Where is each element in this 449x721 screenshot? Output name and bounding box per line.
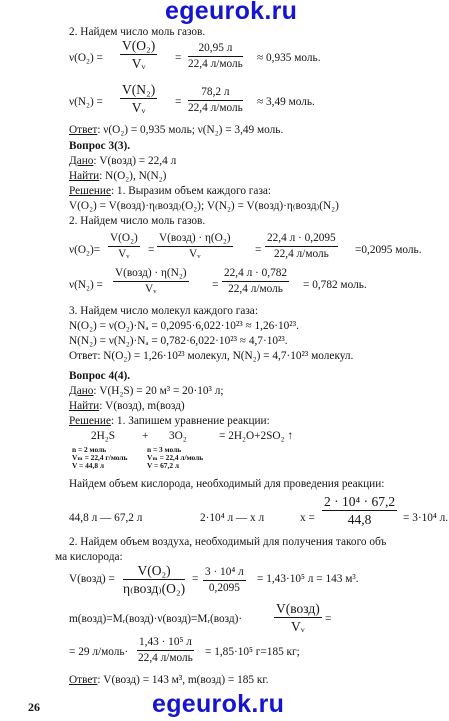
solution-label: Решение — [69, 415, 111, 427]
page-number: 26 — [28, 700, 40, 714]
v-air-lhs: V(возд) = — [69, 573, 115, 585]
v-air-fraction-2 — [203, 566, 246, 595]
q3-molecules-o2: N(O₂) = ν(O₂)·Nₐ = 0,2095·6,022·10²³ ≈ 1,26·10²³. — [69, 320, 299, 332]
denominator: 22,4 л/моль — [188, 58, 243, 70]
denominator: 22,4 л/моль — [273, 248, 329, 260]
q3-nu-o2-lhs: ν(O₂)= — [69, 244, 101, 256]
v-air-result: = 1,43·10⁵ л = 143 м³. — [257, 573, 359, 585]
calc-fraction — [137, 636, 194, 665]
h2s-molar-volume: Vₘ = 22,4 г/моль — [72, 453, 128, 462]
equals: = — [192, 573, 199, 585]
q4-find-oxygen: Найдем объем кислорода, необходимый для проведения реакции: — [69, 478, 385, 490]
watermark-top: egeurok.ru — [165, 0, 298, 25]
answer-text: : ν(O₂) = 0,935 моль; ν(N₂) = 3,49 моль. — [97, 124, 284, 136]
q3-o2-fraction-3 — [265, 232, 338, 261]
q3-nu-n2-lhs: ν(N₂) = — [69, 279, 103, 291]
denominator: Vᵥ — [189, 248, 201, 260]
q4-find — [69, 400, 185, 413]
proportion-1: 44,8 л — 67,2 л — [69, 512, 143, 524]
numerator: 22,4 л · 0,782 — [222, 267, 289, 282]
q3-o2-fraction-2 — [157, 232, 233, 261]
q3-nu-o2-result: =0,2095 моль. — [355, 244, 422, 256]
h2s-volume: V = 44,8 л — [72, 461, 105, 470]
watermark-bottom: egeurok.ru — [152, 690, 285, 718]
denominator: 22,4 л/моль — [138, 652, 193, 664]
numerator: V(возд) · η(O₂) — [157, 232, 233, 247]
o2-moles: n = 3 моль — [147, 445, 182, 454]
calc-lhs: = 29 л/моль· — [69, 646, 129, 658]
numerator: V(O₂) — [123, 563, 185, 580]
denominator: Vᵥ — [131, 100, 146, 115]
find-text: : N(O₂), N(N₂) — [99, 170, 167, 182]
q4-given — [69, 385, 224, 398]
find-text: : V(возд), m(возд) — [99, 400, 185, 412]
numerator: V(N₂) — [122, 82, 156, 97]
numerator: 20,95 л — [188, 42, 243, 57]
given-label: Дано — [69, 385, 94, 397]
q4-solution — [69, 415, 270, 428]
q3-solution — [69, 185, 271, 198]
denominator: Vᵥ — [145, 283, 157, 295]
find-label: Найти — [69, 170, 100, 182]
numerator: V(O₂) — [122, 38, 156, 53]
equals: = — [212, 279, 219, 291]
q3-o2-fraction-1 — [108, 232, 140, 261]
q3-molecules-n2: N(N₂) = ν(N₂)·Nₐ = 0,782·6,022·10²³ ≈ 4,7·10²³. — [69, 335, 288, 347]
numerator: V(возд) — [276, 601, 320, 616]
denominator: 44,8 — [347, 512, 372, 527]
question-3-title: Вопрос 3(3). — [69, 140, 131, 152]
equals: = — [255, 244, 262, 256]
q3-find — [69, 170, 166, 183]
v-air-fraction-1 — [123, 563, 185, 596]
numerator: 1,43 · 10⁵ л — [137, 636, 194, 651]
numerator: V(O₂) — [108, 232, 140, 247]
equals: = — [175, 96, 182, 108]
numerator: 22,4 л · 0,2095 — [265, 232, 338, 247]
denominator: 0,2095 — [208, 582, 240, 594]
reaction-o2: 3O₂ — [169, 430, 187, 442]
answer-label: Ответ — [69, 674, 98, 686]
given-label: Дано — [69, 155, 94, 167]
solution-text: : 1. Выразим объем каждого газа: — [110, 185, 272, 197]
given-text: : V(H₂S) = 20 м³ = 20·10³ л; — [93, 385, 224, 397]
nu-o2-fraction — [120, 38, 157, 71]
o2-molar-volume: Vₘ = 22,4 л/моль — [147, 453, 204, 462]
nu-n2-value-fraction — [188, 86, 243, 115]
q3-n2-fraction-1 — [113, 267, 189, 296]
equals: = — [148, 244, 155, 256]
x-lhs: x = — [300, 512, 315, 524]
q4-step-2-line-1: 2. Найдем объем воздуха, необходимый для получения такого объ — [69, 536, 387, 548]
calc-result: = 1,85·10⁵ г=185 кг; — [205, 646, 300, 658]
solution-label: Решение — [69, 185, 111, 197]
denominator: 22,4 л/моль — [188, 102, 243, 114]
nu-o2-value-fraction — [188, 42, 243, 71]
mass-air-lhs: m(возд)=Mᵣ(возд)·ν(возд)=Mᵣ(возд)· — [69, 613, 243, 625]
q3-n2-fraction-2 — [222, 267, 289, 296]
denominator: η₍возд₎(O₂) — [123, 581, 186, 596]
nu-o2-result: ≈ 0,935 моль. — [257, 52, 321, 64]
numerator: V(возд) · η(N₂) — [113, 267, 189, 282]
answer-label: Ответ — [69, 124, 98, 136]
answer-text: : V(возд) = 143 м³, m(возд) = 185 кг. — [97, 674, 269, 686]
numerator: 3 · 10⁴ л — [203, 566, 246, 581]
proportion-2: 2·10⁴ л — x л — [200, 512, 265, 524]
q3-given — [69, 155, 176, 168]
step-2-heading: 2. Найдем число моль газов. — [69, 26, 206, 38]
x-result: = 3·10⁴ л. — [403, 512, 449, 524]
h2s-moles: n = 2 моль — [72, 445, 107, 454]
q4-step-2-line-2: ма кислорода: — [55, 551, 123, 563]
q4-answer — [69, 674, 269, 687]
equals: = — [175, 52, 182, 64]
denominator: Vᵥ — [118, 248, 130, 260]
answer-1 — [69, 124, 283, 137]
numerator: 78,2 л — [188, 86, 243, 101]
numerator: 2 · 10⁴ · 67,2 — [324, 494, 396, 509]
reaction-products: = 2H₂O+2SO₂ ↑ — [219, 430, 293, 442]
nu-n2-lhs: ν(N₂) = — [69, 96, 103, 108]
reaction-h2s: 2H₂S — [91, 430, 116, 442]
equals: = — [325, 613, 332, 625]
given-text: : V(возд) = 22,4 л — [93, 155, 177, 167]
find-label: Найти — [69, 400, 100, 412]
denominator: Vᵥ — [131, 56, 146, 71]
q3-step-3: 3. Найдем число молекул каждого газа: — [69, 305, 258, 317]
q3-nu-n2-result: = 0,782 моль. — [303, 279, 367, 291]
q3-answer: Ответ: N(O₂) = 1,26·10²³ молекул, N(N₂) = 4,7·10²³ молекул. — [69, 350, 354, 362]
mass-air-fraction — [274, 601, 322, 634]
q3-volume-line: V(O₂) = V(возд)·η₍возд₎(O₂); V(N₂) = V(возд)·η₍возд₎(N₂) — [69, 200, 339, 212]
reaction-plus: + — [142, 430, 149, 442]
solution-text: : 1. Запишем уравнение реакции: — [110, 415, 270, 427]
question-4-title: Вопрос 4(4). — [69, 370, 131, 382]
nu-o2-lhs: ν(O₂) = — [69, 52, 103, 64]
denominator: Vᵥ — [291, 619, 305, 634]
o2-volume: V = 67,2 л — [147, 461, 180, 470]
denominator: 22,4 л/моль — [228, 283, 283, 295]
nu-n2-fraction — [120, 82, 157, 115]
q3-step-2: 2. Найдем число моль газов. — [69, 215, 206, 227]
nu-n2-result: ≈ 3,49 моль. — [257, 96, 315, 108]
x-fraction — [322, 494, 397, 527]
